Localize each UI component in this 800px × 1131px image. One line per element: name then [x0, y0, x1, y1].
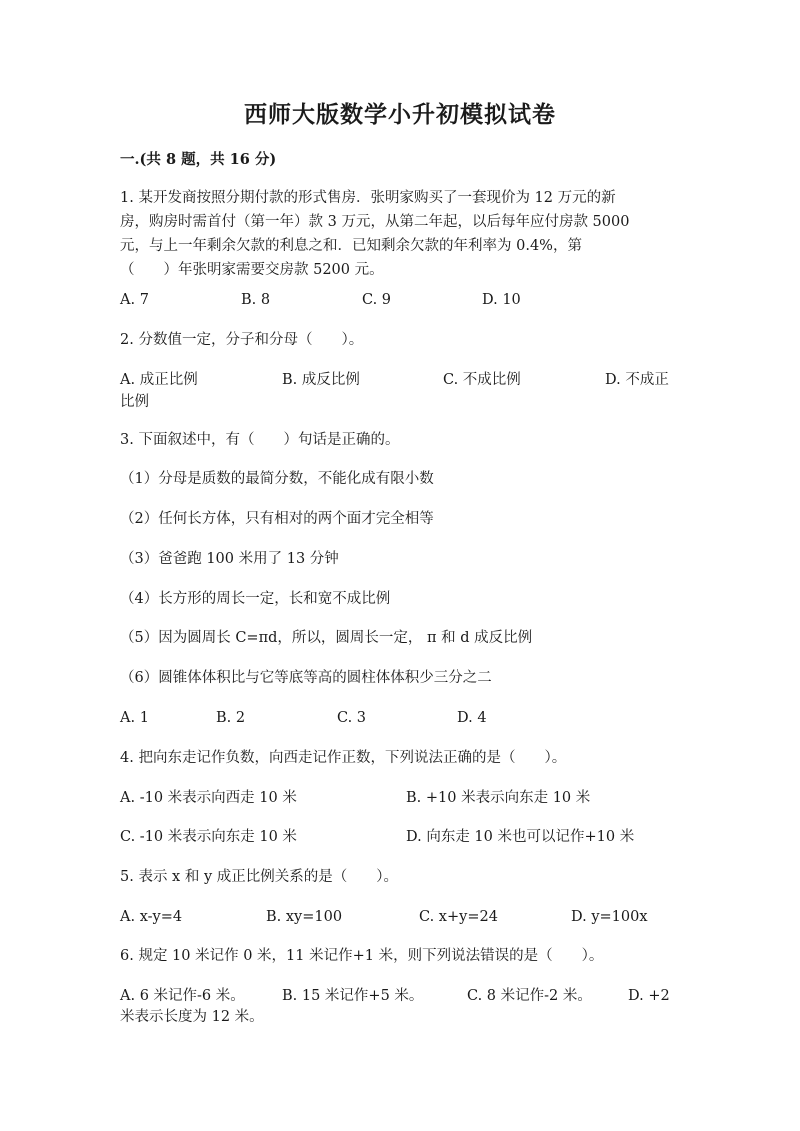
question-5-option-a: A. x-y=4: [120, 909, 183, 925]
question-3-option-d: D. 4: [457, 710, 487, 726]
question-4-stem: 4. 把向东走记作负数，向西走记作正数，下列说法正确的是（ ）。: [120, 750, 567, 766]
question-3-option-b: B. 2: [216, 710, 246, 726]
question-1-line: 1. 某开发商按照分期付款的形式售房．张明家购买了一套现价为 12 万元的新: [120, 190, 616, 206]
question-1-line: （ ）年张明家需要交房款 5200 元。: [120, 262, 384, 278]
question-6-option-a: A. 6 米记作-6 米。: [120, 988, 245, 1004]
page-title: 西师大版数学小升初模拟试卷: [244, 101, 556, 128]
question-2-option-a: A. 成正比例: [120, 372, 198, 388]
question-1-option-a: A. 7: [120, 292, 149, 308]
question-5-option-b: B. xy=100: [266, 909, 343, 925]
question-5-option-d: D. y=100x: [571, 909, 648, 925]
question-4-option-c: C. -10 米表示向东走 10 米: [120, 829, 297, 845]
question-6-option-d-wrap: 米表示长度为 12 米。: [120, 1009, 264, 1025]
question-1-option-d: D. 10: [482, 292, 521, 308]
question-2-option-d-wrap: 比例: [120, 394, 149, 410]
question-3-statement: （4）长方形的周长一定，长和宽不成比例: [120, 591, 391, 607]
question-1-option-c: C. 9: [362, 292, 392, 308]
question-2-stem: 2. 分数值一定，分子和分母（ ）。: [120, 332, 364, 348]
question-6-option-b: B. 15 米记作+5 米。: [282, 988, 424, 1004]
question-6-option-c: C. 8 米记作-2 米。: [467, 988, 592, 1004]
question-4-option-a: A. -10 米表示向西走 10 米: [120, 790, 297, 806]
question-2-option-b: B. 成反比例: [282, 372, 360, 388]
question-4-option-b: B. +10 米表示向东走 10 米: [406, 790, 591, 806]
question-3-statement: （3）爸爸跑 100 米用了 13 分钟: [120, 551, 339, 567]
section-heading: 一.(共 8 题，共 16 分): [120, 151, 277, 168]
question-6-stem: 6. 规定 10 米记作 0 米，11 米记作+1 米，则下列说法错误的是（ ）。: [120, 948, 604, 964]
question-2-option-c: C. 不成比例: [443, 372, 521, 388]
question-1-stem: [120, 186, 680, 282]
question-5-option-c: C. x+y=24: [419, 909, 498, 925]
question-3-option-c: C. 3: [337, 710, 367, 726]
question-3-statement: （1）分母是质数的最简分数，不能化成有限小数: [120, 471, 434, 487]
question-3-statement: （6）圆锥体体积比与它等底等高的圆柱体体积少三分之二: [120, 670, 492, 686]
question-1-line: 房，购房时需首付（第一年）款 3 万元，从第二年起，以后每年应付房款 5000: [120, 214, 630, 230]
question-3-statement: （2）任何长方体，只有相对的两个面才完全相等: [120, 511, 434, 527]
question-2-option-d: D. 不成正: [605, 372, 669, 388]
question-4-option-d: D. 向东走 10 米也可以记作+10 米: [406, 829, 635, 845]
question-1-line: 元，与上一年剩余欠款的利息之和．已知剩余欠款的年利率为 0.4%，第: [120, 238, 582, 254]
question-3-option-a: A. 1: [120, 710, 149, 726]
question-1-option-b: B. 8: [241, 292, 271, 308]
question-3-statement: （5）因为圆周长 C=πd，所以，圆周长一定， π 和 d 成反比例: [120, 630, 533, 646]
question-5-stem: 5. 表示 x 和 y 成正比例关系的是（ ）。: [120, 869, 398, 885]
question-6-option-d: D. +2: [628, 988, 670, 1004]
question-3-stem: 3. 下面叙述中，有（ ）句话是正确的。: [120, 432, 400, 448]
